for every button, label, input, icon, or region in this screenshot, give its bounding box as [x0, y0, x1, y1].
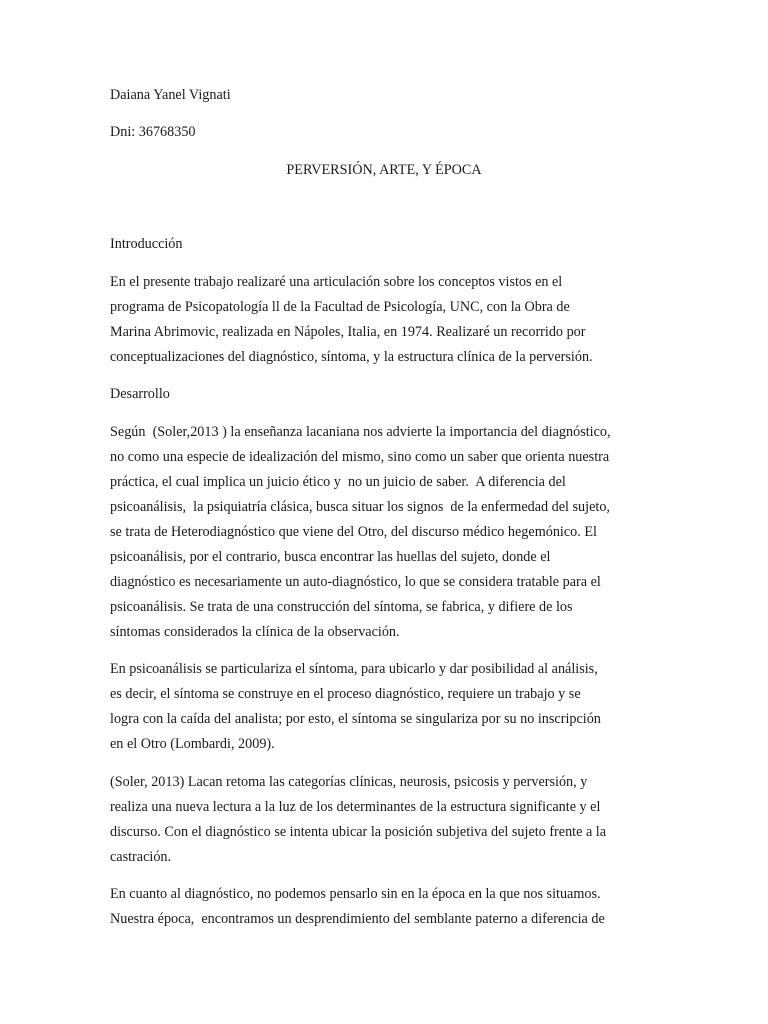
paragraph-1-line: práctica, el cual implica un juicio ético y no un juicio de saber. A diferencia del — [110, 474, 566, 490]
intro-line: programa de Psicopatología ll de la Facultad de Psicología, UNC, con la Obra de — [110, 299, 570, 315]
author-name: Daiana Yanel Vignati — [110, 87, 231, 103]
development-heading: Desarrollo — [110, 386, 170, 402]
dni-line: Dni: 36768350 — [110, 124, 196, 140]
paragraph-1-line: síntomas considerados la clínica de la observación. — [110, 624, 400, 640]
paragraph-2-line: es decir, el síntoma se construye en el proceso diagnóstico, requiere un trabajo y se — [110, 686, 581, 702]
paragraph-1-line: Según (Soler,2013 ) la enseñanza lacaniana nos advierte la importancia del diagnóstico, — [110, 424, 611, 440]
paragraph-2-line: en el Otro (Lombardi, 2009). — [110, 736, 275, 752]
paragraph-3-line: (Soler, 2013) Lacan retoma las categorías clínicas, neurosis, psicosis y perversión, y — [110, 774, 588, 790]
paragraph-3-line: realiza una nueva lectura a la luz de los determinantes de la estructura significante y el — [110, 799, 601, 815]
paragraph-1-line: se trata de Heterodiagnóstico que viene del Otro, del discurso médico hegemónico. El — [110, 524, 597, 540]
paragraph-3-line: discurso. Con el diagnóstico se intenta ubicar la posición subjetiva del sujeto frente a la — [110, 824, 607, 840]
intro-heading: Introducción — [110, 236, 183, 252]
intro-line: conceptualizaciones del diagnóstico, síntoma, y la estructura clínica de la perversión. — [110, 349, 593, 365]
document-title: PERVERSIÓN, ARTE, Y ÉPOCA — [286, 162, 482, 178]
paragraph-1-line: diagnóstico es necesariamente un auto-diagnóstico, lo que se considera tratable para el — [110, 574, 601, 590]
paragraph-2-line: logra con la caída del analista; por esto, el síntoma se singulariza por su no inscripción — [110, 711, 601, 727]
intro-line: En el presente trabajo realizaré una articulación sobre los conceptos vistos en el — [110, 274, 563, 290]
paragraph-3-line: castración. — [110, 849, 172, 865]
paragraph-1-line: psicoanálisis. Se trata de una construcción del síntoma, se fabrica, y difiere de los — [110, 599, 573, 615]
paragraph-2-line: En psicoanálisis se particulariza el síntoma, para ubicarlo y dar posibilidad al análisis, — [110, 661, 598, 677]
paragraph-4-line: En cuanto al diagnóstico, no podemos pensarlo sin en la época en la que nos situamos. — [110, 886, 601, 902]
paragraph-1-line: psicoanálisis, la psiquiatría clásica, busca situar los signos de la enfermedad del sujeto, — [110, 499, 610, 515]
paragraph-1-line: no como una especie de idealización del mismo, sino como un saber que orienta nuestra — [110, 449, 610, 465]
paragraph-4-line: Nuestra época, encontramos un desprendimiento del semblante paterno a diferencia de — [110, 911, 605, 927]
intro-line: Marina Abrimovic, realizada en Nápoles, Italia, en 1974. Realizaré un recorrido por — [110, 324, 586, 340]
paragraph-1-line: psicoanálisis, por el contrario, busca encontrar las huellas del sujeto, donde el — [110, 549, 551, 565]
